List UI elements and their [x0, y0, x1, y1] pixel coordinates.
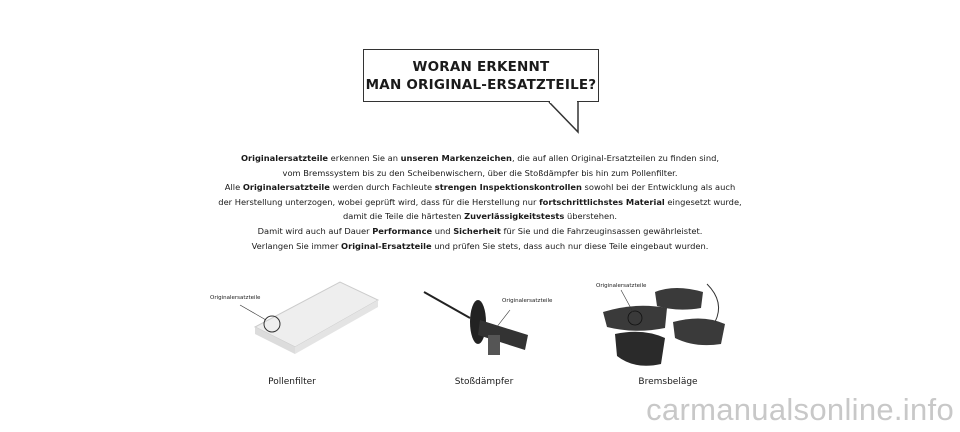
paragraph-line — [180, 166, 780, 181]
text: für Sie und die Fahrzeuginsassen gewährleistet. — [500, 225, 703, 236]
text: eingesetzt wurde, — [664, 196, 742, 207]
text: und — [432, 225, 454, 236]
text: Damit wird auch auf Dauer — [257, 225, 373, 236]
pollen-filter-caption: Pollenfilter — [268, 377, 316, 387]
watermark: carmanualsonline.info — [646, 392, 954, 427]
text: werden durch Fachleute — [329, 182, 435, 193]
bold-text: strengen Inspektionskontrollen — [434, 182, 582, 193]
heading-line-1: WORAN ERKENNT — [412, 59, 550, 75]
shock-absorber-callout: Originalersatzteile — [502, 298, 553, 304]
text: der Herstellung unterzogen, wobei geprüft wird, dass für die Herstellung nur — [218, 196, 540, 207]
text: , die auf allen Original-Ersatzteilen zu finden sind, — [511, 153, 720, 163]
bold-text: Sicherheit — [453, 225, 501, 236]
paragraph-line — [180, 224, 780, 239]
bold-text: Originalersatzteile — [242, 182, 330, 193]
bold-text: unseren Markenzeichen — [400, 153, 512, 163]
bold-text: Zuverlässigkeitstests — [464, 211, 565, 222]
shock-absorber-image — [410, 280, 553, 370]
bold-text: Originalersatzteile — [240, 153, 329, 163]
text: Verlangen Sie immer — [251, 240, 342, 251]
bold-text: Original-Ersatzteile — [341, 240, 432, 251]
text: vom Bremssystem bis zu den Scheibenwischern, über die Stoßdämpfer bis hin zum Pollenfilter. — [282, 167, 678, 178]
text: sowohl bei der Entwicklung als auch — [581, 182, 736, 193]
bold-text: fortschrittlichstes Material — [539, 196, 665, 207]
pollen-filter-callout: Originalersatzteile — [210, 295, 261, 301]
text: und prüfen Sie stets, dass auch nur diese Teile eingebaut wurden. — [431, 240, 709, 251]
paragraph-line — [180, 180, 780, 195]
heading-line-2: MAN ORIGINAL-ERSATZTEILE? — [365, 77, 597, 93]
pollen-filter-image — [200, 272, 380, 362]
paragraph-line — [180, 151, 780, 166]
brake-pads-caption: Bremsbeläge — [638, 377, 698, 387]
heading-bubble — [363, 49, 599, 102]
paragraph-line — [180, 195, 780, 210]
shock-absorber-caption: Stoßdämpfer — [454, 377, 514, 387]
text: erkennen Sie an — [328, 153, 401, 163]
text: damit die Teile die härtesten — [343, 211, 465, 222]
text: überstehen. — [564, 211, 617, 222]
text: Alle — [224, 182, 243, 193]
intro-paragraph — [180, 151, 780, 253]
paragraph-line — [180, 239, 780, 254]
bold-text: Performance — [372, 225, 433, 236]
brake-pads-callout: Originalersatzteile — [596, 283, 647, 289]
paragraph-line — [180, 209, 780, 224]
